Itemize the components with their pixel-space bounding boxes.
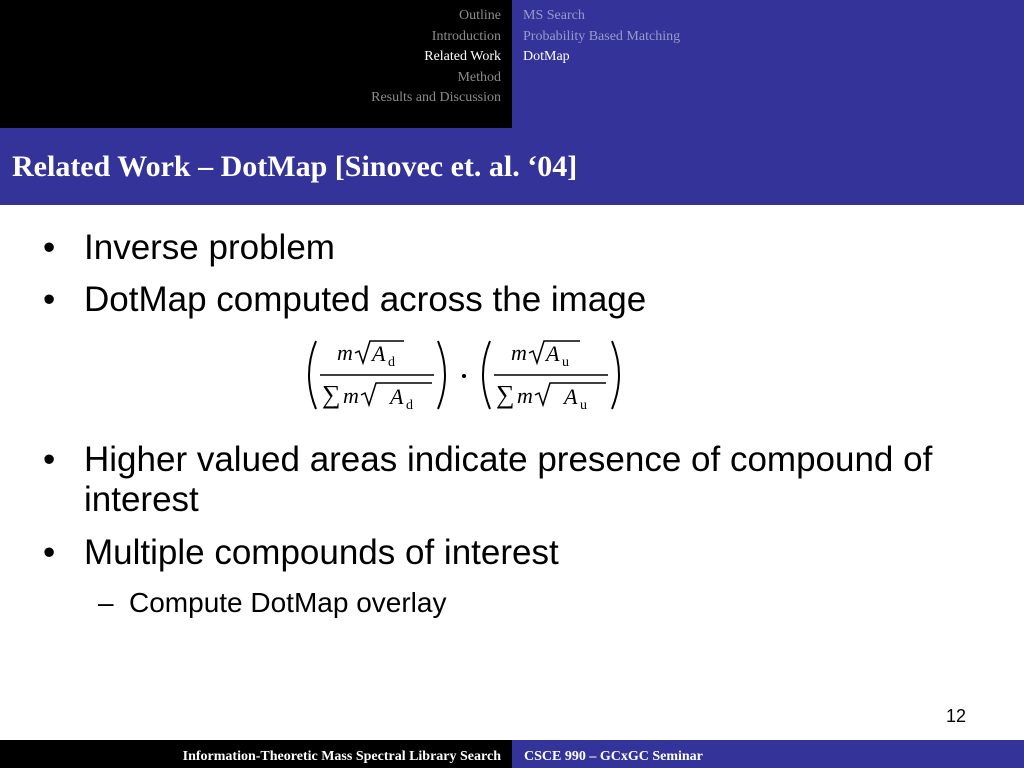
nav-section-results[interactable]: Results and Discussion xyxy=(371,90,501,105)
bullet-symbol: • xyxy=(43,533,56,572)
numerator-left-subscript: d xyxy=(388,355,395,370)
nav-section-related-work[interactable]: Related Work xyxy=(424,49,501,64)
bullet-text: DotMap computed across the image xyxy=(84,280,647,319)
bullet-text: Multiple compounds of interest xyxy=(84,533,559,572)
bullet-text: Higher valued areas indicate presence of compound of interest xyxy=(84,440,933,519)
bullet-text: Inverse problem xyxy=(84,228,335,267)
footer-right xyxy=(512,740,1024,768)
bullet-symbol: • xyxy=(43,228,56,267)
numerator-right-m: m xyxy=(511,340,527,365)
denominator-left-m: m xyxy=(343,383,359,408)
left-paren xyxy=(309,341,316,409)
denominator-left-subscript: d xyxy=(406,398,413,413)
nav-section-method[interactable]: Method xyxy=(457,69,501,85)
left-paren xyxy=(483,341,490,409)
nav-subsection-ms-search[interactable]: MS Search xyxy=(523,8,585,23)
numerator-left-a: A xyxy=(372,341,386,366)
nav-section-introduction[interactable]: Introduction xyxy=(431,28,501,44)
footer-left xyxy=(0,740,512,768)
page-number: 12 xyxy=(945,706,966,726)
denominator-left-a: A xyxy=(390,384,404,409)
slide-title: Related Work – DotMap [Sinovec et. al. ‘04] xyxy=(12,150,578,183)
right-paren xyxy=(438,341,445,409)
numerator-right-a: A xyxy=(546,341,560,366)
nav-subsection-probability-matching[interactable]: Probability Based Matching xyxy=(523,28,681,44)
footer-presentation-title: Information-Theoretic Mass Spectral Library Search xyxy=(182,749,501,764)
denominator-left-sum: ∑ xyxy=(322,380,341,409)
nav-section-outline[interactable]: Outline xyxy=(459,8,501,23)
bullet-symbol: • xyxy=(43,440,56,479)
numerator-left-m: m xyxy=(337,340,353,365)
dot-operator xyxy=(462,374,466,378)
denominator-right-subscript: u xyxy=(580,398,587,413)
denominator-right-m: m xyxy=(517,383,533,408)
formula-graphic xyxy=(300,335,630,415)
footer-course-title: CSCE 990 – GCxGC Seminar xyxy=(524,749,703,764)
numerator-right-subscript: u xyxy=(562,355,569,370)
right-paren xyxy=(612,341,619,409)
bullet-symbol: • xyxy=(43,280,56,319)
sub-bullet-symbol: – xyxy=(98,587,114,618)
denominator-right-sum: ∑ xyxy=(496,380,515,409)
denominator-right-a: A xyxy=(564,384,578,409)
nav-subsection-dotmap[interactable]: DotMap xyxy=(523,49,570,64)
dotmap-formula xyxy=(300,335,630,415)
sub-bullet-text: Compute DotMap overlay xyxy=(129,587,447,618)
